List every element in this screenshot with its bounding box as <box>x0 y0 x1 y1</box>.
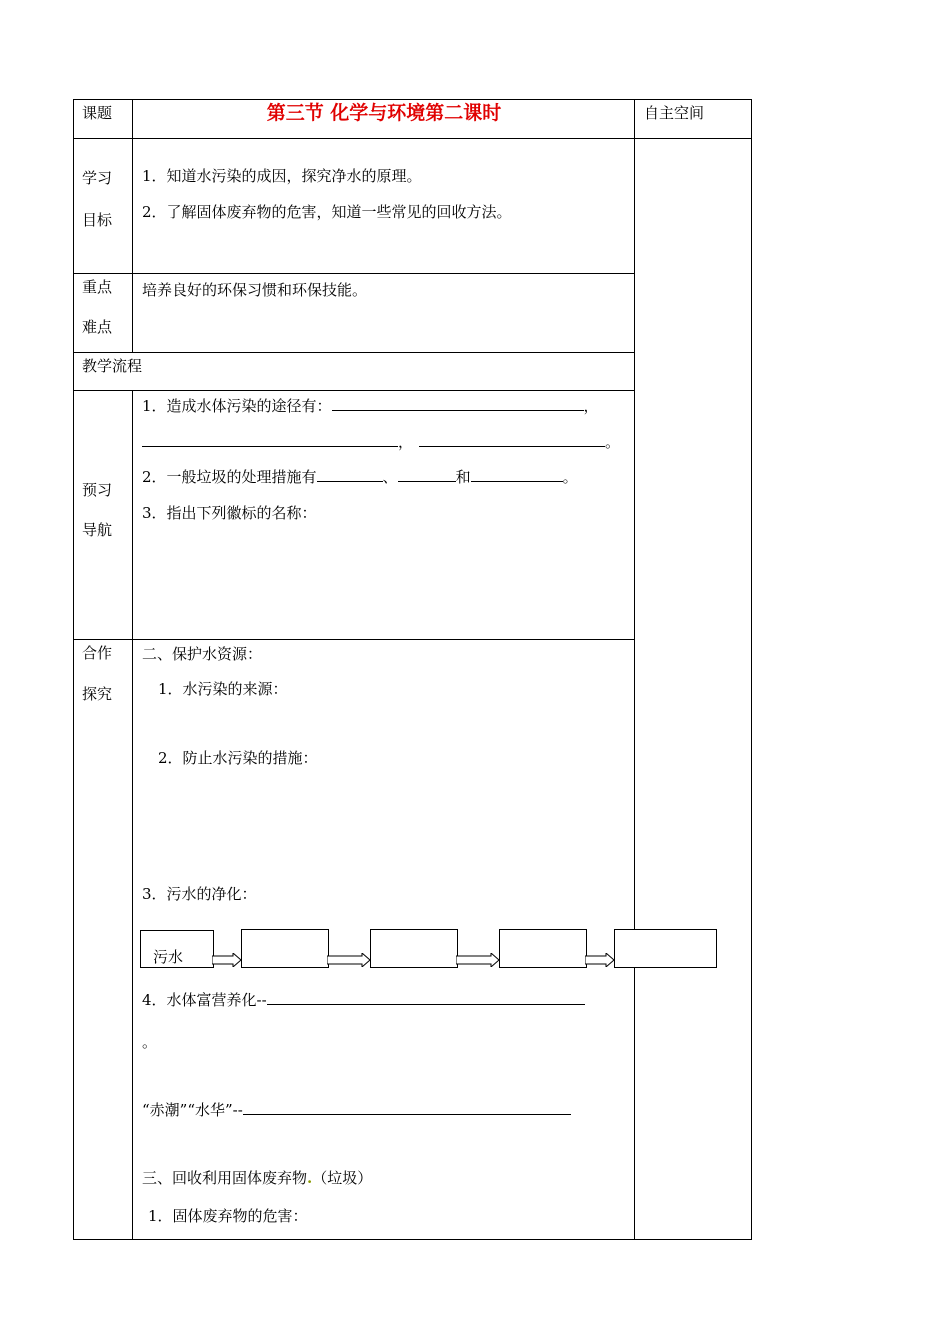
topic-label: 课题 <box>82 104 113 122</box>
question-1-text: 1．造成水体污染的途径有： <box>142 397 332 415</box>
row-divider-keypoints <box>73 352 635 353</box>
table-border-bottom <box>73 1239 752 1240</box>
comma: ， <box>398 433 414 451</box>
period: 。 <box>605 433 621 451</box>
flow-start-label: 污水 <box>153 948 184 966</box>
blank-field[interactable] <box>317 467 383 482</box>
preview-label-2: 导航 <box>82 521 113 539</box>
blank-field[interactable] <box>267 990 585 1005</box>
row-divider-flow <box>73 390 635 391</box>
blank-field[interactable] <box>419 432 605 447</box>
blank-field[interactable] <box>142 432 398 447</box>
preview-question-1-cont <box>142 432 620 452</box>
row-divider-objectives <box>73 273 635 274</box>
flow-box-step-4[interactable] <box>614 929 717 968</box>
eutrophication-text: 4．水体富营养化-- <box>142 991 267 1009</box>
water-pollution-sources: 1．水污染的来源： <box>158 680 288 698</box>
page-title: 第三节 化学与环境第二课时 <box>266 102 502 124</box>
blank-field[interactable] <box>398 467 456 482</box>
solid-waste-text: 三、回收利用固体废弃物 <box>142 1169 308 1187</box>
question-2-text: 2．一般垃圾的处理措施有 <box>142 468 317 486</box>
blank-field[interactable] <box>243 1100 571 1115</box>
preview-question-3: 3．指出下列徽标的名称： <box>142 504 317 522</box>
preview-question-2 <box>142 467 578 487</box>
eutrophication-end: 。 <box>142 1033 158 1051</box>
column-divider-side <box>634 99 635 1240</box>
objectives-label-1: 学习 <box>82 169 113 187</box>
row-divider-preview <box>73 639 635 640</box>
keypoints-label-1: 重点 <box>82 278 113 296</box>
column-divider-label <box>132 99 133 353</box>
flow-box-step-3[interactable] <box>499 929 587 968</box>
flow-box-step-1[interactable] <box>241 929 329 968</box>
flow-box-step-2[interactable] <box>370 929 458 968</box>
red-tide <box>142 1100 571 1120</box>
preview-question-1 <box>142 396 599 416</box>
red-tide-text: “赤潮”“水华”-- <box>142 1101 243 1119</box>
side-space-label: 自主空间 <box>644 104 705 122</box>
flow-arrow-icon <box>212 953 242 967</box>
cooperation-label-1: 合作 <box>82 644 113 662</box>
separator: 和 <box>455 468 471 486</box>
objective-item-1: 1．知道水污染的成因，探究净水的原理。 <box>142 167 422 185</box>
objectives-label-2: 目标 <box>82 211 113 229</box>
separator: 、 <box>382 468 398 486</box>
period: 。 <box>562 468 578 486</box>
sewage-purification: 3．污水的净化： <box>142 885 257 903</box>
eutrophication <box>142 990 585 1010</box>
section-protect-water: 二、保护水资源： <box>142 645 263 663</box>
dot-mark: . <box>307 1169 313 1187</box>
flow-box-sewage <box>140 930 214 968</box>
column-divider-label-lower <box>132 390 133 1240</box>
preview-label-1: 预习 <box>82 481 113 499</box>
keypoints-text: 培养良好的环保习惯和环保技能。 <box>142 281 368 299</box>
pollution-prevention: 2．防止水污染的措施： <box>158 749 318 767</box>
flow-label: 教学流程 <box>82 357 143 375</box>
keypoints-label-2: 难点 <box>82 318 113 336</box>
blank-field[interactable] <box>332 396 584 411</box>
table-border-left <box>73 99 74 1240</box>
solid-waste-harm: 1．固体废弃物的危害： <box>148 1207 308 1225</box>
flow-arrow-icon <box>585 953 615 967</box>
blank-field[interactable] <box>471 467 563 482</box>
flow-arrow-icon <box>327 953 371 967</box>
objective-item-2: 2．了解固体废弃物的危害，知道一些常见的回收方法。 <box>142 203 512 221</box>
row-divider-header <box>73 138 752 139</box>
solid-waste-note: （垃圾） <box>312 1169 373 1187</box>
table-border-right <box>751 99 752 1240</box>
flow-arrow-icon <box>456 953 500 967</box>
comma: ， <box>583 397 599 415</box>
section-solid-waste <box>142 1168 372 1188</box>
cooperation-label-2: 探究 <box>82 685 113 703</box>
